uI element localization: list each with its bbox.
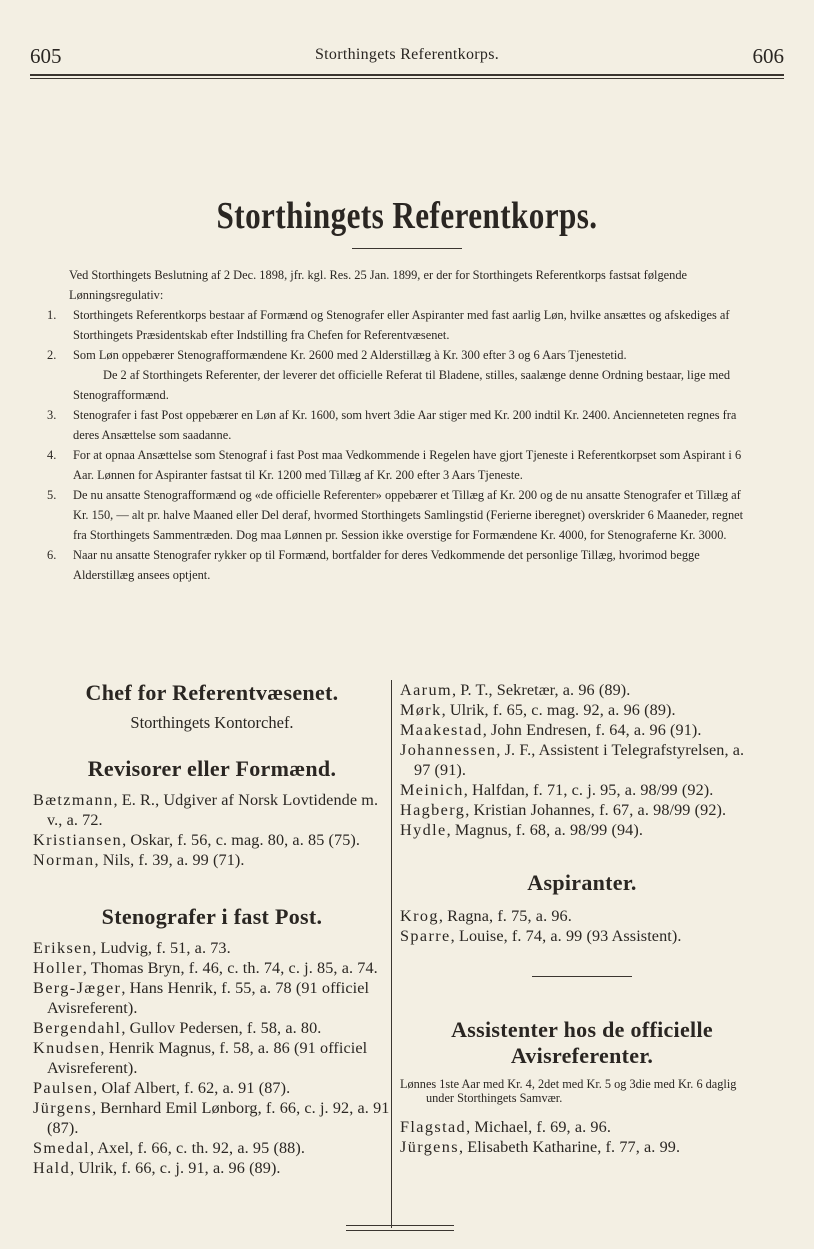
page-number-left: 605 — [30, 44, 62, 68]
header-rule — [30, 74, 784, 76]
rule-number: 2. — [47, 348, 57, 362]
stenografer-heading: Stenografer i fast Post. — [101, 904, 323, 929]
assistenter-note: Lønnes 1ste Aar med Kr. 4, 2det med Kr. 5 og 3die med Kr. 6 daglig under Storthingets Samvær. — [400, 1077, 737, 1105]
rule-item — [47, 485, 757, 545]
left-column — [33, 680, 391, 1178]
right-column — [400, 680, 764, 1157]
list-item: Holler, Thomas Bryn, f. 46, c. th. 74, c. j. 85, a. 74. — [33, 959, 378, 977]
rule-text: For at opnaa Ansættelse som Stenograf i fast Post maa Vedkommende i Regelen have gjort Tjeneste i Referentkorpset som Aspirant i 6 Aar. Lønnen for Aspiranter fastsat til Kr. 1200 med Tillæg af Kr. 200 efter 3 Aars Tjeneste. — [73, 448, 742, 482]
rule-number: 5. — [47, 488, 57, 502]
assistenter-list — [400, 1117, 764, 1157]
section-rule — [532, 976, 632, 977]
list-item: Hydle, Magnus, f. 68, a. 98/99 (94). — [400, 821, 643, 839]
rule-item — [47, 345, 757, 405]
rule-item — [47, 545, 757, 585]
rule-text: Stenografer i fast Post oppebærer en Løn af Kr. 1600, som hvert 3die Aar stiger med Kr. 200 indtil Kr. 2400. Ancienneteten regnes fra deres Ansættelse som saadanne. — [73, 408, 737, 442]
header-rule-thin — [30, 78, 784, 79]
list-item: Kristiansen, Oskar, f. 56, c. mag. 80, a. 85 (75). — [33, 831, 361, 849]
revisorer-list — [33, 790, 391, 870]
aspiranter-heading: Aspiranter. — [527, 870, 637, 895]
rule-list — [47, 305, 757, 585]
rule-text: Som Løn oppebærer Stenografformændene Kr. 2600 med 2 Alderstillæg à Kr. 300 efter 3 og 6 Aars Tjenestetid. — [73, 348, 627, 362]
list-item: Bætzmann, E. R., Udgiver af Norsk Lovtidende m. v., a. 72. — [33, 791, 379, 829]
rule-item — [47, 305, 757, 345]
chef-heading: Chef for Referentvæsenet. — [85, 680, 339, 705]
rule-number: 1. — [47, 308, 57, 322]
rule-text: Storthingets Referentkorps bestaar af Formænd og Stenografer eller Aspiranter med fast aarlig Løn, hvilke ansættes og afskediges af Storthingets Præsidentskab efter Indstilling fra Chefen for Referentvæsenet. — [73, 308, 730, 342]
list-item: Hagberg, Kristian Johannes, f. 67, a. 98/99 (92). — [400, 801, 727, 819]
list-item: Eriksen, Ludvig, f. 51, a. 73. — [33, 939, 231, 957]
rule-number: 4. — [47, 448, 57, 462]
running-head — [30, 44, 784, 74]
stenografer-list — [33, 938, 391, 1178]
list-item: Flagstad, Michael, f. 69, a. 96. — [400, 1118, 611, 1136]
list-item: Norman, Nils, f. 39, a. 99 (71). — [33, 851, 245, 869]
page-title: Storthingets Referentkorps. — [216, 195, 598, 237]
rule-text: Naar nu ansatte Stenografer rykker op til Formænd, bortfalder for deres Vedkommende det personlige Tillæg, hvorimod begge Alderstillæg ansees optjent. — [73, 548, 700, 582]
list-item: Krog, Ragna, f. 75, a. 96. — [400, 907, 572, 925]
list-item: Paulsen, Olaf Albert, f. 62, a. 91 (87). — [33, 1079, 291, 1097]
list-item: Jürgens, Bernhard Emil Lønborg, f. 66, c. j. 92, a. 91 (87). — [33, 1099, 390, 1137]
aspiranter-list — [400, 906, 764, 946]
revisorer-heading: Revisorer eller Formænd. — [87, 756, 337, 781]
regulations — [47, 265, 757, 585]
list-item: Hald, Ulrik, f. 66, c. j. 91, a. 96 (89). — [33, 1159, 281, 1177]
list-item: Meinich, Halfdan, f. 71, c. j. 95, a. 98/99 (92). — [400, 781, 714, 799]
list-item: Berg-Jæger, Hans Henrik, f. 55, a. 78 (91 officiel Avisreferent). — [33, 979, 370, 1017]
list-item: Jürgens, Elisabeth Katharine, f. 77, a. 99. — [400, 1138, 681, 1156]
list-item: Sparre, Louise, f. 74, a. 99 (93 Assistent). — [400, 927, 682, 945]
title-rule — [352, 248, 462, 249]
list-item: Knudsen, Henrik Magnus, f. 58, a. 86 (91 officiel Avisreferent). — [33, 1039, 368, 1077]
list-item: Aarum, P. T., Sekretær, a. 96 (89). — [400, 681, 631, 699]
intro-paragraph: Ved Storthingets Beslutning af 2 Dec. 1898, jfr. kgl. Res. 25 Jan. 1899, er der for Storthingets Referentkorps fastsat følgende Lønningsregulativ: — [69, 268, 688, 302]
rule-subparagraph: De 2 af Storthingets Referenter, der leverer det officielle Referat til Bladene, stilles, saalænge denne Ordning bestaar, lige med Stenografformænd. — [73, 368, 731, 402]
list-item: Mørk, Ulrik, f. 65, c. mag. 92, a. 96 (89). — [400, 701, 676, 719]
running-title: Storthingets Referentkorps. — [314, 46, 500, 63]
bottom-rule — [346, 1225, 454, 1226]
list-item: Johannessen, J. F., Assistent i Telegrafstyrelsen, a. 97 (91). — [400, 741, 745, 779]
bottom-rule-second — [346, 1230, 454, 1231]
rule-number: 3. — [47, 408, 57, 422]
chef-name: Storthingets Kontorchef. — [130, 713, 294, 732]
list-item: Smedal, Axel, f. 66, c. th. 92, a. 95 (88). — [33, 1139, 305, 1157]
column-divider — [391, 680, 392, 1228]
assistenter-heading: Assistenter hos de officielle Avisreferenter. — [451, 1017, 713, 1068]
rule-item — [47, 405, 757, 445]
rule-text: De nu ansatte Stenografformænd og «de officielle Referenter» oppebærer et Tillæg af Kr. 200 og de nu ansatte Stenografer et Tillæg af Kr. 150, — alt pr. halve Maaned eller Del deraf, hvormed Storthingets Samlingstid (Ferierne iberegnet) overskrider 6 Maaneder, regnet fra Storthingets Sammentræden. Dog maa Lønnen pr. Session ikke overstige for Formændene Kr. 4000, for Stenograferne Kr. 3000. — [73, 488, 744, 542]
list-item: Maakestad, John Endresen, f. 64, a. 96 (91). — [400, 721, 702, 739]
list-item: Bergendahl, Gullov Pedersen, f. 58, a. 80. — [33, 1019, 322, 1037]
rule-item — [47, 445, 757, 485]
page-number-right: 606 — [752, 44, 784, 68]
stenografer-list-continued — [400, 680, 764, 840]
rule-number: 6. — [47, 548, 57, 562]
